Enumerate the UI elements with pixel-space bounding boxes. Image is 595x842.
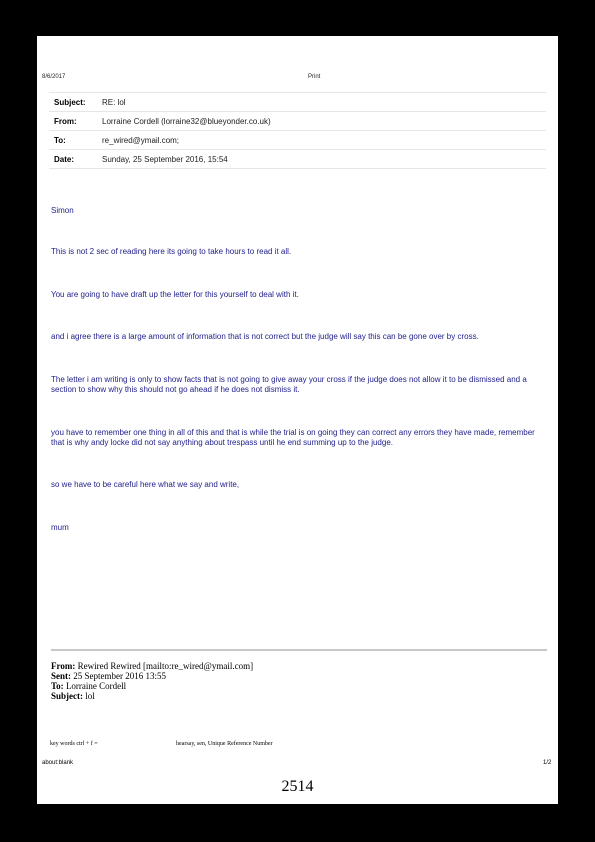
orig-to-label: To: — [51, 681, 64, 691]
orig-subject-label: Subject: — [51, 691, 83, 701]
date-label: Date: — [54, 154, 75, 164]
page-number: 2514 — [281, 778, 314, 795]
orig-to-value: Lorraine Cordell — [65, 681, 127, 691]
from-row — [49, 112, 546, 131]
body-paragraph: mum — [51, 523, 69, 532]
orig-subject-value: lol — [85, 691, 95, 701]
orig-from-value: Rewired Rewired [mailto:re_wired@ymail.com] — [77, 661, 254, 671]
keywords-terms: hearsay, sen, Unique Reference Number — [176, 741, 273, 747]
orig-from-label: From: — [51, 661, 76, 671]
footer-url: about:blank — [42, 760, 74, 766]
email-header-table — [49, 92, 546, 169]
to-label: To: — [54, 135, 66, 145]
body-paragraph: Simon — [51, 206, 74, 215]
print-date: 8/6/2017 — [42, 74, 66, 80]
body-paragraph: and i agree there is a large amount of information that is not correct but the judge will say this can be gone over by cross. — [51, 332, 479, 341]
document-page — [37, 36, 558, 804]
print-label: Print — [308, 74, 321, 80]
orig-sent-label: Sent: — [51, 671, 71, 681]
divider — [51, 649, 547, 651]
keywords-label: key words ctrl + f = — [50, 741, 98, 747]
body-paragraph: you have to remember one thing in all of this and that is while the trial is on going they can correct any errors they have made, remember that is why andy locke did not say anything about trespass until he end summing up to the judge. — [51, 428, 535, 447]
body-paragraph: The letter i am writing is only to show facts that is not going to give away your cross if the judge does not allow it to be dismissed and a section to show why this should not go ahead if he does not dismiss it. — [51, 375, 527, 394]
subject-value: RE: lol — [102, 97, 126, 107]
orig-sent-value: 25 September 2016 13:55 — [73, 671, 166, 681]
to-value: re_wired@ymail.com; — [102, 135, 180, 145]
date-value: Sunday, 25 September 2016, 15:54 — [102, 154, 228, 164]
subject-label: Subject: — [54, 97, 86, 107]
date-row — [49, 150, 546, 169]
body-paragraph: This is not 2 sec of reading here its going to take hours to read it all. — [51, 247, 292, 256]
to-row — [49, 131, 546, 150]
original-message-header — [51, 661, 253, 701]
from-label: From: — [54, 116, 77, 126]
body-paragraph: so we have to be careful here what we say and write, — [51, 480, 240, 489]
subject-row — [49, 93, 546, 112]
from-value: Lorraine Cordell (lorraine32@blueyonder.co.uk) — [102, 116, 271, 126]
footer-page-count: 1/2 — [543, 760, 552, 766]
body-paragraph: You are going to have draft up the letter for this yourself to deal with it. — [51, 290, 299, 299]
